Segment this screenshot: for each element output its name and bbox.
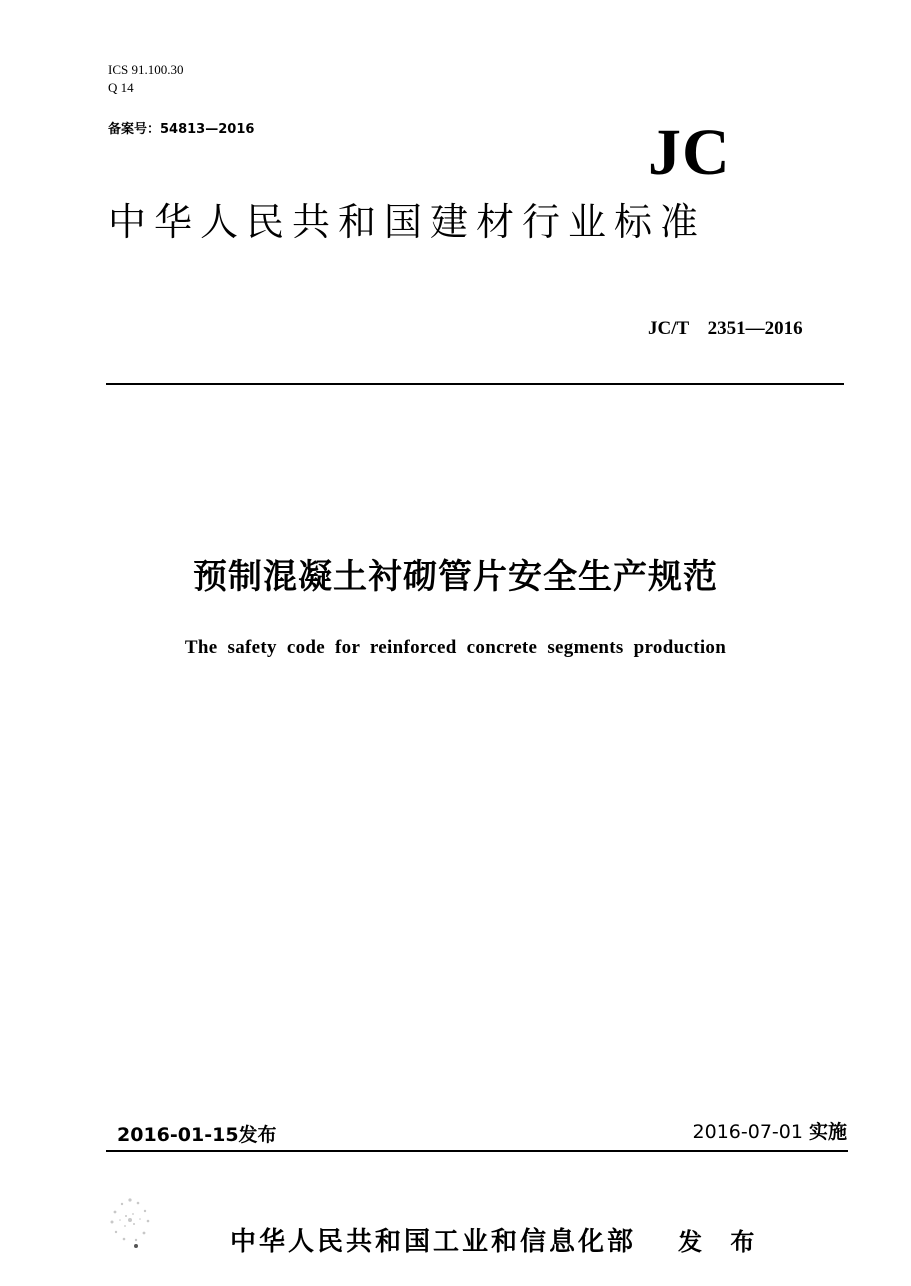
implementation-date-value: 2016-07-01 (692, 1121, 803, 1143)
standard-category-title: 中华人民共和国建材行业标准 (108, 200, 707, 244)
jc-logo: JC (648, 116, 731, 189)
record-number: 备案号：54813—2016 (108, 122, 255, 137)
document-title-cn: 预制混凝土衬砌管片安全生产规范 (193, 557, 718, 597)
bottom-divider (106, 1150, 848, 1152)
top-divider (106, 383, 844, 385)
implementation-date (693, 1119, 847, 1145)
issue-date-value: 2016-01-15 (117, 1124, 239, 1146)
issue-label: 发布 (238, 1124, 277, 1146)
faded-seal-mark (100, 1190, 160, 1250)
document-title-en: The safety code for reinforced concrete segments production (184, 637, 727, 658)
standard-number: JC/T 2351—2016 (648, 318, 803, 339)
issue-date (117, 1122, 277, 1148)
publisher-name: 中华人民共和国工业和信息化部 (230, 1227, 637, 1257)
ics-code: ICS 91.100.30 (108, 62, 184, 77)
publish-label: 发 布 (678, 1228, 765, 1256)
implementation-label: 实施 (808, 1121, 847, 1143)
ccs-code: Q 14 (108, 80, 134, 95)
